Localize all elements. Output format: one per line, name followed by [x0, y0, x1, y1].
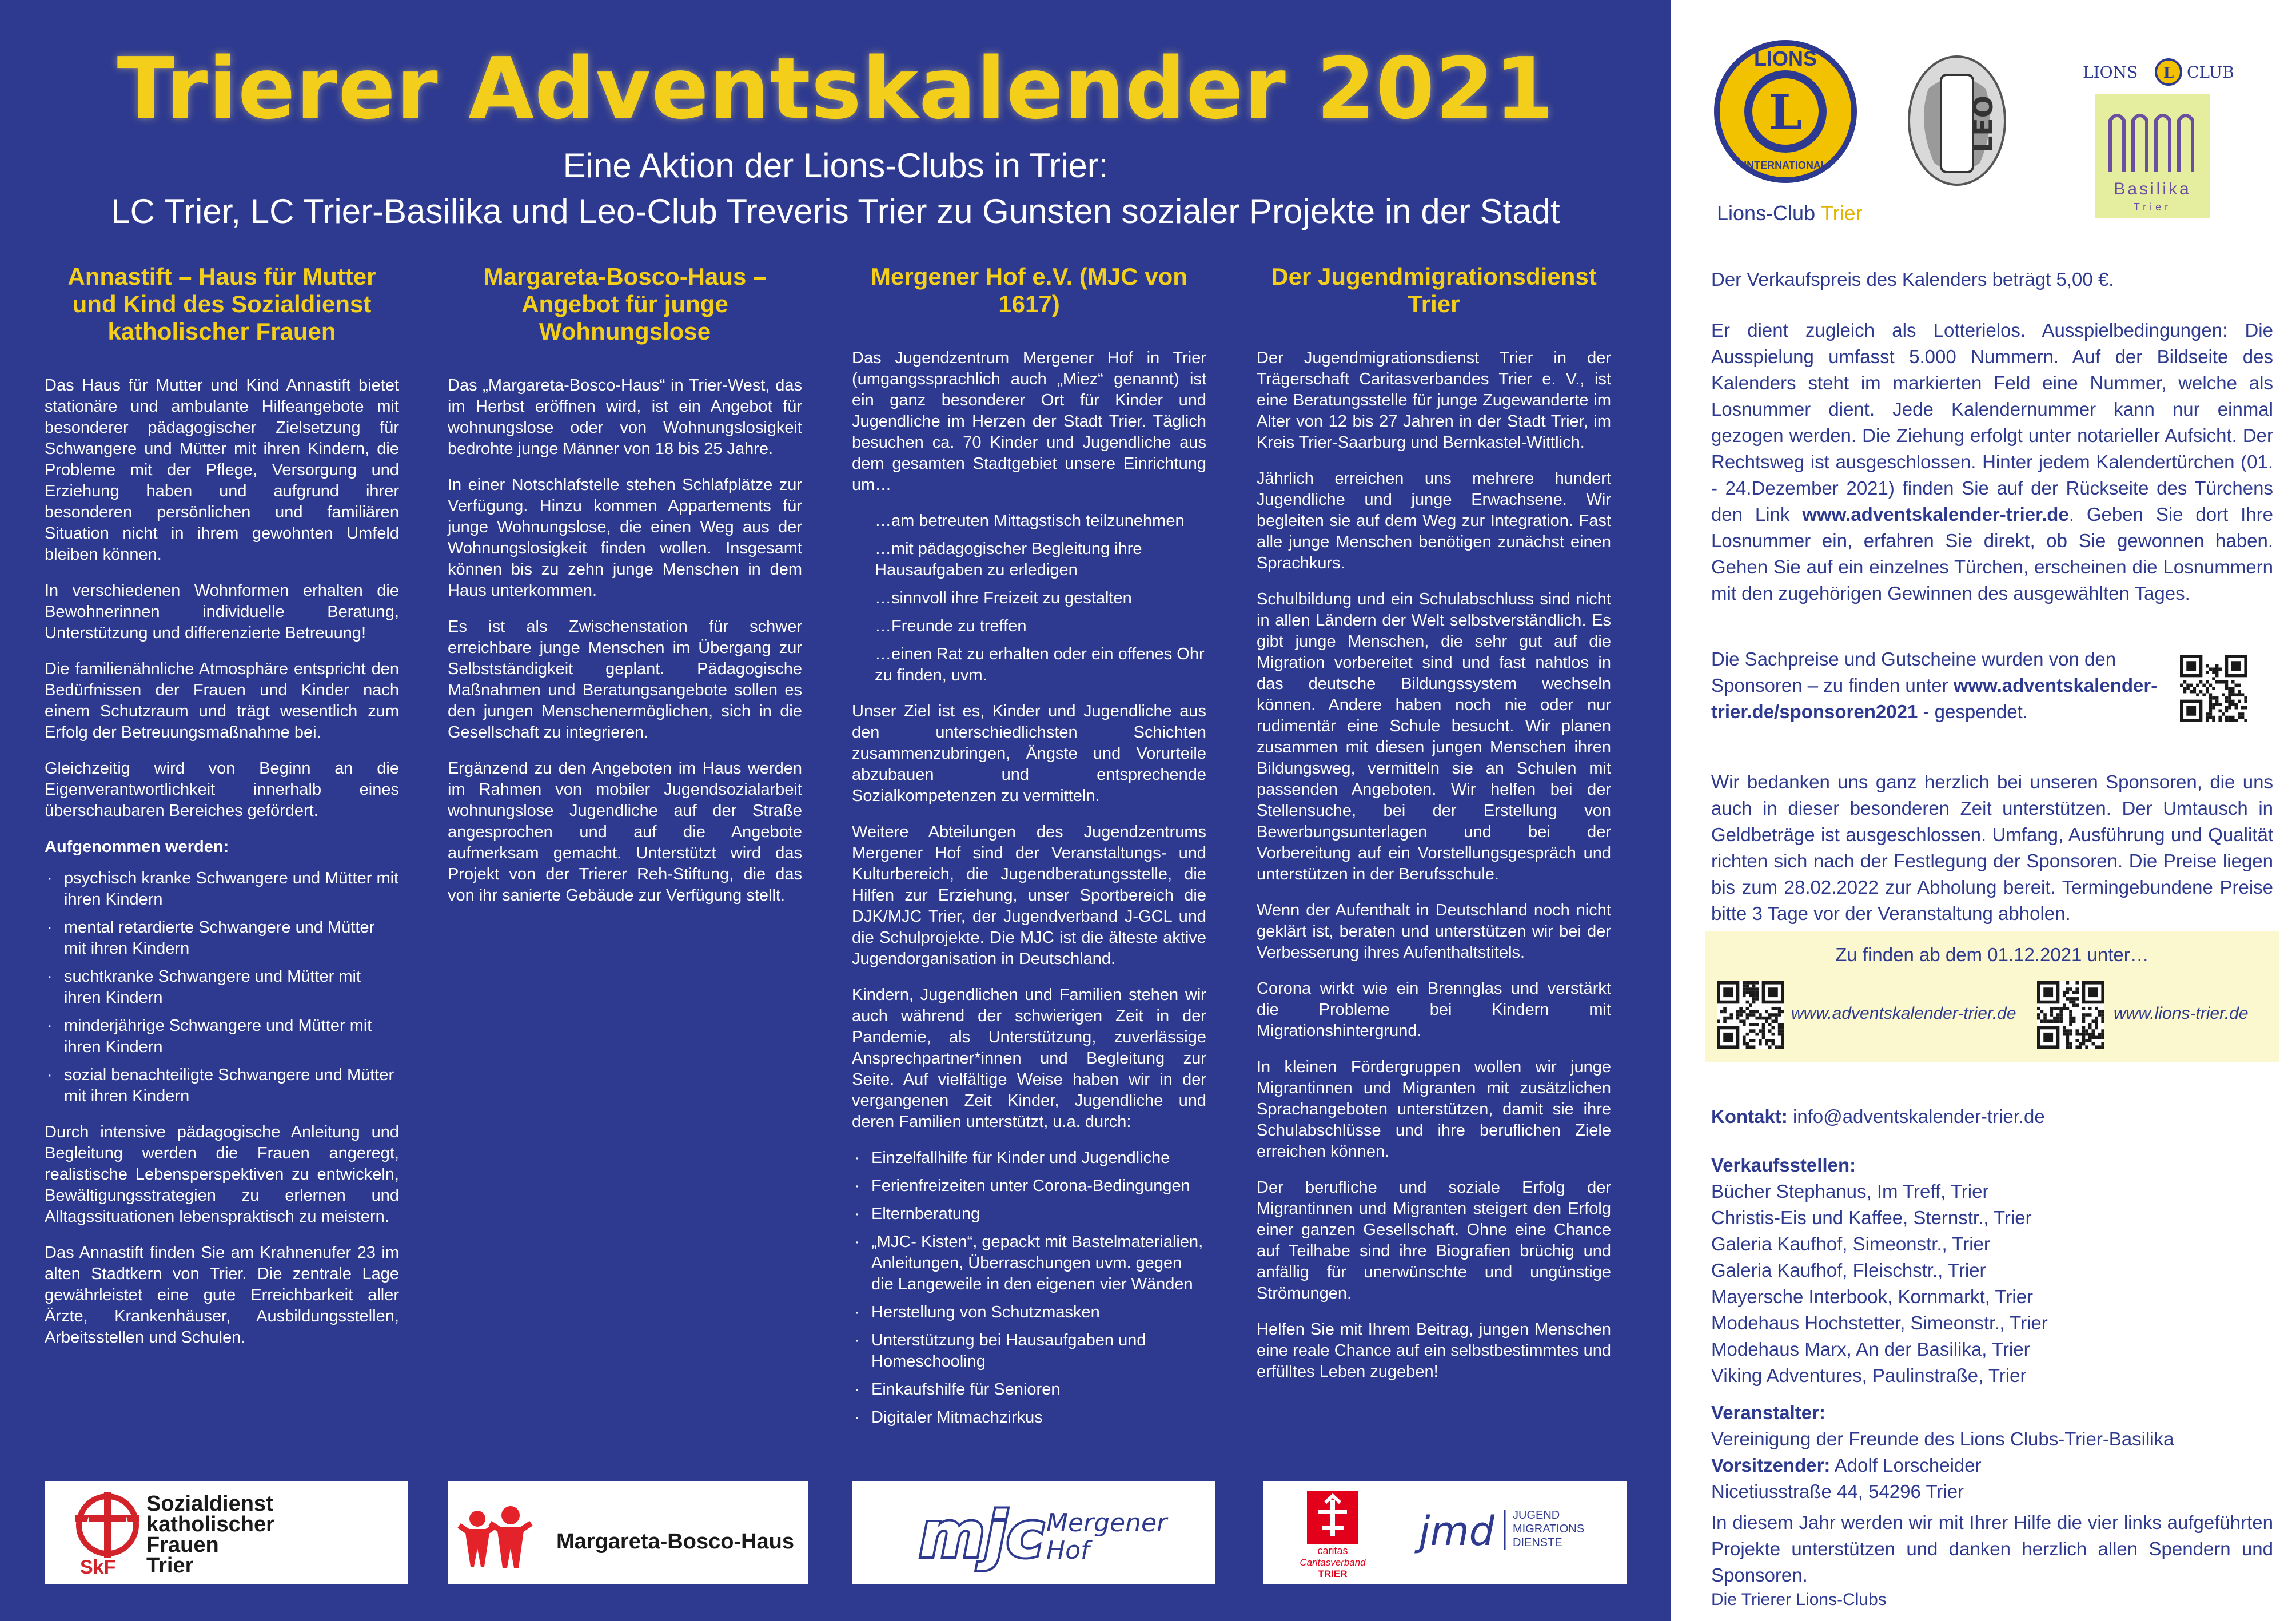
list-item — [852, 1176, 1206, 1197]
list-item — [45, 1065, 399, 1107]
bullet: · — [854, 1331, 860, 1349]
column-heading: Margareta-Bosco-Haus – Angebot für junge Wohnungslose — [483, 263, 767, 345]
list-item-text: Einzelfallhilfe für Kinder und Jugendliche — [871, 1149, 1170, 1167]
list-item — [852, 1330, 1206, 1372]
paragraph: Das Haus für Mutter und Kind Annastift bietet stationäre und ambulante Hilfeangebote mit besonderer pädagogischer Zielsetzung für Schwangere und Mütter mit ihren Kindern, die Probleme mit der Pflege, Versorgung und Erziehung haben und aufgrund ihrer besonderen persönlichen und familiären Situation nicht in ihrem gewohnten Umfeld bleiben können. — [45, 376, 399, 564]
chair-line: Vorsitzender: Adolf Lorscheider — [1711, 1455, 1982, 1476]
shops-section — [1711, 1152, 2273, 1389]
leo-club-logo — [1906, 54, 2008, 192]
bullet: · — [47, 869, 53, 887]
organizer-heading: Veranstalter: — [1711, 1402, 1825, 1423]
list-item: …am betreuten Mittagstisch teilzunehmen — [875, 512, 1185, 530]
lions-club-trier-label: Lions-Club — [1717, 201, 1816, 225]
organizer-name: Vereinigung der Freunde des Lions Clubs-Trier-Basilika — [1711, 1428, 2174, 1449]
list-item — [852, 1148, 1206, 1169]
skf-line2: katholischer — [146, 1512, 274, 1536]
sponsors-qr-code[interactable] — [2180, 655, 2247, 722]
shop-item: Mayersche Interbook, Kornmarkt, Trier — [1711, 1286, 2034, 1307]
list-item-text: Ferienfreizeiten unter Corona-Bedingungen — [871, 1177, 1190, 1195]
subtitle-line-2: LC Trier, LC Trier-Basilika und Leo-Club Treveris Trier zu Gunsten sozialer Projekte in der Stadt — [111, 192, 1560, 230]
list-item-text: mental retardierte Schwangere und Mütter mit ihren Kindern — [64, 918, 375, 958]
paragraph: Ergänzend zu den Angeboten im Haus werden im Rahmen von mobiler Jugendsozialarbeit wohnungslose Jugendliche auf der Straße angesprochen und auf die Angebote aufmerksam gemacht. Unterstützt wird das Projekt von der Trierer Reh-Stiftung, die das von ihr sanierte Gebäude zur Verfügung stellt. — [448, 759, 802, 905]
list-item — [852, 1204, 1206, 1225]
contact-email[interactable]: info@adventskalender-trier.de — [1787, 1106, 2045, 1127]
qr-code-lions[interactable] — [2037, 981, 2104, 1049]
column-heading: Mergener Hof e.V. (MJC von 1617) — [871, 263, 1187, 317]
jmd-text3: DIENSTE — [1513, 1536, 1562, 1549]
jmd-text1: JUGEND — [1513, 1509, 1560, 1522]
leo-text: LEO — [1968, 95, 1999, 153]
mjc-logo — [852, 1481, 1215, 1584]
basilika-text: Basilika — [2114, 180, 2191, 198]
paragraph: Das Jugendzentrum Mergener Hof in Trier (umgangssprachlich auch „Miez“ genannt) ist ein ganz besonderer Ort für Kinder und Jugendliche im Herzen der Stadt Trier. Täglich besuchen ca. 70 Kinder und Jugendliche aus dem gesamten Stadtgebiet unsere Einrichtung um… — [852, 349, 1206, 494]
activity-list — [852, 511, 1206, 686]
paragraph: Schulbildung und ein Schulabschluss sind nicht in allen Ländern der Welt selbstverständlich. Es gibt junge Menschen, die sehr gut auf die Migration vorbereitet sind und fast nahtlos in das deutsche Bildungssystem wechseln können. Andere haben noch nie oder nur rudimentär eine Schule besucht. Wir planen zusammen mit diesen jungen Menschen ihren Bildungsweg, vermitteln sie an Schulen mit passenden Angeboten. Wir helfen bei der Stellensuche, bei der Erstellung von Bewerbungsunterlagen und bei der Vorbereitung auf ein Vorstellungsgespräch und unterstützen in der Berufsschule. — [1257, 590, 1611, 883]
list-item-text: „MJC- Kisten“, gepackt mit Bastelmaterialien, Anleitungen, Überraschungen uvm. gegen die Langeweile in den eigenen vier Wänden — [871, 1233, 1203, 1293]
list-item — [852, 1379, 1206, 1400]
paragraph: Die familienähnliche Atmosphäre entspricht den Bedürfnissen der Frauen und Kinder nach einem Schutzraum und trägt wesentlich zum Erfolg der Betreuungsmaßnahme bei. — [45, 660, 399, 742]
shop-item: Galeria Kaufhof, Fleischstr., Trier — [1711, 1260, 1986, 1281]
column-annastift — [45, 263, 399, 1363]
paragraph: Kindern, Jugendlichen und Familien stehen wir auch während der schwierigen Zeit in der Pandemie, als Unterstützung, zuverlässige Ansprechpartner*innen und Begleitung zur Seite. Auf vielfältige Weise haben wir in der vergangenen Zeit Kinder, Jugendliche und deren Familien unterstützt, u.a. durch: — [852, 986, 1206, 1131]
caritas-label: caritas — [1317, 1545, 1348, 1556]
bullet: · — [854, 1177, 860, 1195]
paragraph: In verschiedenen Wohnformen erhalten die Bewohnerinnen individuelle Beratung, Unterstützung und differenzierte Betreuung! — [45, 582, 399, 642]
organizer-address: Nicetiusstraße 44, 54296 Trier — [1711, 1481, 1964, 1502]
lions-international-logo — [1711, 31, 1883, 226]
list-item-text: minderjährige Schwangere und Mütter mit ihren Kindern — [64, 1017, 372, 1056]
paragraph: Jährlich erreichen uns mehrere hundert Jugendliche und junge Erwachsene. Wir begleiten sie auf dem Weg zur Integration. Fast alle junge Menschen benötigen zunächst einen Sprachkurs. — [1257, 469, 1611, 572]
caritas-icon — [1307, 1491, 1358, 1544]
list-item: …sinnvoll ihre Freizeit zu gestalten — [875, 589, 1132, 607]
mjc-logo-box — [852, 1481, 1215, 1584]
bullet: · — [47, 1017, 53, 1035]
shop-item: Modehaus Marx, An der Basilika, Trier — [1711, 1339, 2030, 1360]
skf-line1: Sozialdienst — [146, 1492, 273, 1516]
list-item-text: suchtkranke Schwangere und Mütter mit ihren Kindern — [64, 967, 361, 1007]
paragraph: In einer Notschlafstelle stehen Schlafplätze zur Verfügung. Hinzu kommen Appartements für junge Wohnungslose, die einen Weg aus der Wohnungslosigkeit finden wollen. Insgesamt können bis zu zehn junge Menschen in dem Haus unterkommen. — [448, 476, 802, 600]
skf-logo — [45, 1481, 408, 1584]
skf-abbr: SkF — [80, 1556, 116, 1578]
list-item-text: Unterstützung bei Hausaufgaben und Homeschooling — [871, 1331, 1146, 1371]
caritas-sub1: Caritasverband — [1300, 1557, 1366, 1568]
closing-text: In diesem Jahr werden wir mit Ihrer Hilfe die vier links aufgeführten Projekte unterstützen und danken herzlich allen Spendern und Sponsoren. — [1711, 1512, 2273, 1586]
list-item-text: Digitaler Mitmachzirkus — [871, 1408, 1043, 1427]
caritas-sub2: TRIER — [1318, 1568, 1348, 1579]
lottery-text: Er dient zugleich als Lotterielos. Ausspielbedingungen: Die Ausspielung umfasst 5.000 Nummern. Auf der Bildseite des Kalenders steht im markierten Feld eine Nummer, welche als Losnummer dient. Jede Kalendernummer kann nur einmal gezogen werden. Die Ziehung erfolgt unter notarieller Aufsicht. Der Rechtsweg ist ausgeschlossen. Hinter jedem Kalendertürchen (01. - 24.Dezember 2021) finden Sie auf der Rückseite des Türchens den Link www.adventskalender-trier.de. Geben Sie dort Ihre Losnummer ein, erfahren Sie direkt, ob Sie gewonnen haben. Gehen Sie auf ein einzelnes Türchen, erscheinen die Losnummern mit den zugehörigen Gewinnen des ausgewählten Tages. — [1711, 320, 2274, 604]
subtitle-line-1: Eine Aktion der Lions-Clubs in Trier: — [563, 146, 1109, 185]
basilika-trier-text: Trier — [2133, 201, 2172, 213]
shop-item: Christis-Eis und Kaffee, Sternstr., Trier — [1711, 1207, 2032, 1228]
shops-heading: Verkaufsstellen: — [1711, 1154, 1856, 1176]
paragraph: Weitere Abteilungen des Jugendzentrums Mergener Hof sind der Veranstaltungs- und Kulturbereich, die Jugendberatungsstelle, die Hilfen zur Erziehung, unser Sportbereich die DJK/MJC Trier, der Jugendverband J-GCL und die Schulprojekte. Die MJC ist die älteste aktive Jugendorganisation in Deutschland. — [852, 823, 1206, 968]
find-us-box — [1705, 931, 2279, 1062]
url-lions[interactable]: www.lions-trier.de — [2114, 1004, 2249, 1023]
svg-text:L: L — [2163, 65, 2174, 82]
bullet: · — [854, 1205, 860, 1223]
skf-line3: Frauen — [146, 1533, 219, 1557]
paragraph: Es ist als Zwischenstation für schwer erreichbare junge Menschen im Übergang zur Selbstständigkeit geplant. Pädagogische Maßnahmen und Beratungsangebote sollen es den jungen Menschenermöglichen, sich in die Gesellschaft zu integrieren. — [448, 618, 802, 742]
paragraph: Corona wirkt wie ein Brennglas und verstärkt die Probleme bei Kindern mit Migrationshintergrund. — [1257, 979, 1611, 1040]
paragraph: In kleinen Fördergruppen wollen wir junge Migrantinnen und Migranten mit zusätzlichen Sprachangeboten unterstützen, damit sie ihre Schulabschlüsse und ihre beruflichen Ziele erreichen können. — [1257, 1058, 1611, 1161]
paragraph: Der berufliche und soziale Erfolg der Migrantinnen und Migranten steigert den Erfolg einer ganzen Gesellschaft. Ohne eine Chance auf Teilhabe sind ihre Biografien brüchig und anfällig für unerwünschte und ungünstige Strömungen. — [1257, 1178, 1611, 1303]
list-item-text: Herstellung von Schutzmasken — [871, 1303, 1100, 1321]
panel-divider — [1671, 0, 1688, 1621]
column-heading: Annastift – Haus für Mutter und Kind des Sozialdienst katholischer Frauen — [67, 263, 376, 345]
skf-logo-box — [45, 1481, 408, 1584]
shop-item: Viking Adventures, Paulinstraße, Trier — [1711, 1365, 2027, 1386]
signature: Die Trierer Lions-Clubs — [1711, 1590, 1887, 1609]
list-heading: Aufgenommen werden: — [45, 838, 229, 856]
list-item — [45, 966, 399, 1009]
column-heading: Der Jugendmigrationsdienst Trier — [1271, 263, 1597, 317]
list-item — [852, 1232, 1206, 1295]
list-item: …mit pädagogischer Begleitung ihre Hausaufgaben zu erledigen — [875, 540, 1142, 579]
mergener-text: Mergener — [1046, 1508, 1167, 1538]
paragraph: Gleichzeitig wird von Beginn an die Eigenverantwortlichkeit innerhalb eines überschaubaren Bereiches gefördert. — [45, 759, 399, 820]
paragraph: Wenn der Aufenthalt in Deutschland noch nicht geklärt ist, beraten und unterstützen wir bei der Verbesserung ihres Aufenthaltstitels. — [1257, 901, 1611, 962]
list-item-text: sozial benachteiligte Schwangere und Mütter mit ihren Kindern — [64, 1066, 394, 1105]
people-icon — [459, 1506, 531, 1568]
support-list — [852, 1148, 1206, 1428]
mjc-mark: mjc — [919, 1498, 1044, 1571]
url-adventskalender[interactable]: www.adventskalender-trier.de — [1791, 1004, 2016, 1023]
bullet: · — [854, 1149, 860, 1167]
thanks-text: Wir bedanken uns ganz herzlich bei unseren Sponsoren, die uns auch in dieser besonderen Zeit unterstützen. Der Umtausch in Geldbeträge ist ausgeschlossen. Umfang, Ausführung und Qualität richten sich nach der Festlegung der Sponsoren. Die Preise liegen bis zum 28.02.2022 zur Abholung bereit. Termingebundene Preise bitte 3 Tage vor der Veranstaltung abholen. — [1711, 771, 2273, 924]
sponsors-link[interactable]: www.adventskalender-trier.de/sponsoren2021 — [1711, 675, 2158, 722]
bullet: · — [854, 1233, 860, 1251]
bullet: · — [854, 1408, 860, 1427]
list-item — [45, 1015, 399, 1058]
shop-item: Galeria Kaufhof, Simeonstr., Trier — [1711, 1233, 1990, 1254]
jmd-text2: MIGRATIONS — [1513, 1523, 1585, 1535]
info-panel — [1688, 0, 2296, 1621]
skf-line4: Trier — [146, 1554, 194, 1578]
qr-code-adventskalender[interactable] — [1717, 981, 1784, 1049]
lions-top-text: LIONS — [1753, 47, 1817, 70]
lottery-link[interactable]: www.adventskalender-trier.de — [1802, 504, 2069, 525]
bullet: · — [47, 918, 53, 937]
paragraph: Helfen Sie mit Ihrem Beitrag, jungen Menschen eine reale Chance auf ein selbstbestimmtes und erfülltes Leben zugeben! — [1257, 1320, 1611, 1381]
list-item — [45, 868, 399, 910]
lions-club-trier-label-city: Trier — [1821, 201, 1863, 225]
bosco-name: Margareta-Bosco-Haus — [556, 1530, 794, 1554]
page-title: Trierer Adventskalender 2021 — [117, 39, 1554, 138]
list-item-text: psychisch kranke Schwangere und Mütter mit ihren Kindern — [64, 869, 399, 909]
admission-list — [45, 868, 399, 1107]
bullet: · — [47, 1066, 53, 1084]
list-item: …einen Rat zu erhalten oder ein offenes Ohr zu finden, uvm. — [875, 645, 1205, 684]
sponsors-text: Die Sachpreise und Gutscheine wurden von den Sponsoren – zu finden unter www.adventskalender-trier.de/sponsoren2021 - gespendet. — [1711, 648, 2158, 722]
list-item: …Freunde zu treffen — [875, 617, 1027, 635]
caritas-jmd-logo-box — [1263, 1481, 1627, 1584]
bullet: · — [47, 967, 53, 986]
paragraph: Das Annastift finden Sie am Krahnenufer 23 im alten Stadtkern von Trier. Die zentrale Lage gewährleistet eine gute Erreichbarkeit aller Ärzte, Krankenhäuser, Ausbildungsstellen, Arbeitsstellen und Schulen. — [45, 1244, 399, 1347]
column-mergener-hof — [852, 263, 1206, 1443]
lions-bottom-text: INTERNATIONAL — [1744, 160, 1827, 171]
lions-club-label: LIONS — [2083, 63, 2138, 82]
caritas-jmd-logo — [1263, 1481, 1627, 1584]
contact-text: Kontakt: info@adventskalender-trier.de — [1711, 1106, 2045, 1127]
list-item — [852, 1407, 1206, 1428]
bosco-logo-box — [448, 1481, 808, 1584]
jmd-mark: jmd — [1419, 1508, 1495, 1555]
lions-letter: L — [1769, 85, 1802, 140]
bullet: · — [854, 1380, 860, 1399]
hof-text: Hof — [1046, 1536, 1090, 1565]
column-jugendmigrationsdienst — [1257, 263, 1611, 1397]
paragraph: Durch intensive pädagogische Anleitung und Begleitung werden die Frauen angeregt, realistische Lebensperspektiven zu entwickeln, Bewältigungsstrategien zu erlernen und Alltagssituationen lebenspraktisch zu meistern. — [45, 1123, 399, 1226]
list-item-text: Einkaufshilfe für Senioren — [871, 1380, 1061, 1399]
list-item — [45, 917, 399, 959]
skf-cross-icon — [75, 1492, 139, 1558]
lions-basilika-logo — [2083, 57, 2254, 223]
column-bosco-haus — [448, 263, 802, 921]
price-text: Der Verkaufspreis des Kalenders beträgt 5,00 €. — [1711, 269, 2114, 290]
organizer-section — [1711, 1400, 2273, 1505]
shop-item: Bücher Stephanus, Im Treff, Trier — [1711, 1181, 1989, 1202]
list-item — [852, 1302, 1206, 1323]
paragraph: Der Jugendmigrationsdienst Trier in der Trägerschaft Caritasverbandes Trier e. V., ist eine Beratungsstelle für junge Zugewanderte im Alter von 12 bis 27 Jahren in der Stadt Trier, im Kreis Trier-Saarburg und Bernkastel-Wittlich. — [1257, 349, 1611, 452]
bullet: · — [854, 1303, 860, 1321]
bosco-logo — [448, 1481, 808, 1584]
paragraph: Unser Ziel ist es, Kinder und Jugendliche aus den unterschiedlichsten Schichten zusammenzubringen, Ängste und Vorurteile abzubauen und entsprechende Sozialkompetenzen zu vermitteln. — [852, 702, 1206, 805]
paragraph: Das „Margareta-Bosco-Haus“ in Trier-West, das im Herbst eröffnen wird, ist ein Angebot für wohnungslose oder von Wohnungslosigkeit bedrohte junge Männer von 18 bis 25 Jahre. — [448, 376, 802, 458]
find-us-heading: Zu finden ab dem 01.12.2021 unter… — [1835, 944, 2149, 965]
shop-item: Modehaus Hochstetter, Simeonstr., Trier — [1711, 1312, 2048, 1333]
list-item-text: Elternberatung — [871, 1205, 980, 1223]
lions-club-label-2: CLUB — [2187, 63, 2234, 82]
